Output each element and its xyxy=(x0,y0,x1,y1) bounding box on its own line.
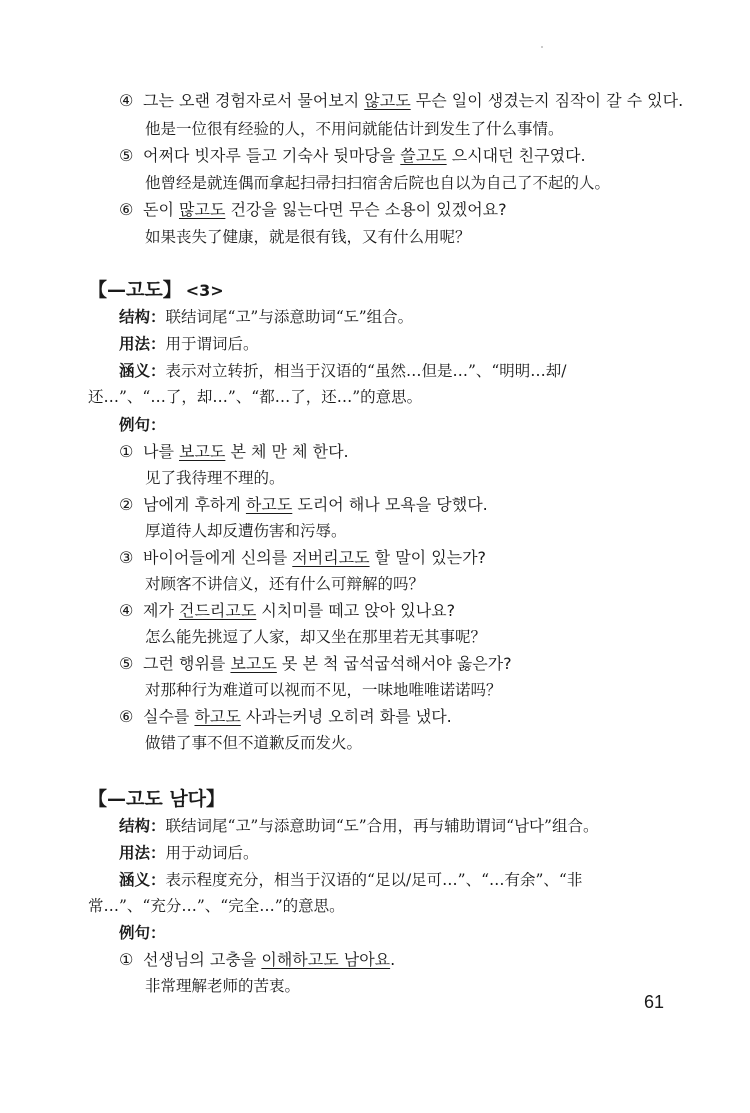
section-heading: 【—고도 남다】 xyxy=(88,788,226,810)
meaning-line: 涵义：表示对立转折，相当于汉语的“虽然…但是…”、“明明…却/ xyxy=(119,362,567,380)
example-kr: ③ 바이어들에게 신의를 저버리고도 할 말이 있는가? xyxy=(119,548,487,567)
example-kr: ⑥ 돈이 많고도 건강을 잃는다면 무슨 소용이 있겠어요? xyxy=(119,200,507,219)
usage-line: 用法：用于谓词后。 xyxy=(119,335,259,353)
structure-line: 结构：联结词尾“고”与添意助词“도”合用，再与辅助谓词“남다”组合。 xyxy=(119,817,599,835)
example-cn: 做错了事不但不道歉反而发火。 xyxy=(145,734,363,752)
example-cn: 见了我待理不理的。 xyxy=(145,469,285,487)
example-kr: ② 남에게 후하게 하고도 도리어 해나 모욕을 당했다. xyxy=(119,495,488,514)
example-kr: ⑤ 그런 행위를 보고도 못 본 척 굽석굽석해서야 옳은가? xyxy=(119,654,512,673)
example-cn: 对那种行为难道可以视而不见，一味地唯唯诺诺吗？ xyxy=(145,681,502,699)
page-number: 61 xyxy=(643,992,664,1012)
example-kr: ④ 제가 건드리고도 시치미를 떼고 앉아 있나요? xyxy=(119,601,456,620)
example-kr: ⑤ 어쩌다 빗자루 들고 기숙사 뒷마당을 쓸고도 으시대던 친구였다. xyxy=(119,146,586,165)
usage-line: 用法：用于动词后。 xyxy=(119,844,259,862)
meaning-line-continued: 常…”、“充分…”、“完全…”的意思。 xyxy=(88,897,345,915)
example-kr: ⑥ 실수를 하고도 사과는커녕 오히려 화를 냈다. xyxy=(119,707,452,726)
examples-label: 例句： xyxy=(119,416,166,434)
example-cn: 如果丧失了健康，就是很有钱，又有什么用呢？ xyxy=(145,228,471,246)
meaning-line: 涵义：表示程度充分，相当于汉语的“足以/足可…”、“…有余”、“非 xyxy=(119,871,583,889)
example-cn: 对顾客不讲信义，还有什么可辩解的吗？ xyxy=(145,575,425,593)
structure-line: 结构：联结词尾“고”与添意助词“도”组合。 xyxy=(119,308,414,326)
section-heading: 【—고도】 <3> xyxy=(88,279,224,301)
example-cn: 他曾经是就连偶而拿起扫帚扫扫宿舍后院也自以为自己了不起的人。 xyxy=(145,174,611,192)
example-cn: 厚道待人却反遭伤害和污辱。 xyxy=(145,522,347,540)
example-cn: 怎么能先挑逗了人家，却又坐在那里若无其事呢？ xyxy=(145,628,487,646)
example-kr: ① 선생님의 고충을 이해하고도 남아요. xyxy=(119,950,396,969)
example-kr: ① 나를 보고도 본 체 만 체 한다. xyxy=(119,442,349,461)
scan-speck xyxy=(541,46,543,48)
example-cn: 他是一位很有经验的人，不用问就能估计到发生了什么事情。 xyxy=(145,120,564,138)
example-cn: 非常理解老师的苦衷。 xyxy=(145,977,301,995)
examples-label: 例句： xyxy=(119,924,166,942)
example-kr: ④ 그는 오랜 경험자로서 물어보지 않고도 무슨 일이 생겼는지 짐작이 갈 수 있다. xyxy=(119,91,684,110)
meaning-line-continued: 还…”、“…了，却…”、“都…了，还…”的意思。 xyxy=(88,388,423,406)
